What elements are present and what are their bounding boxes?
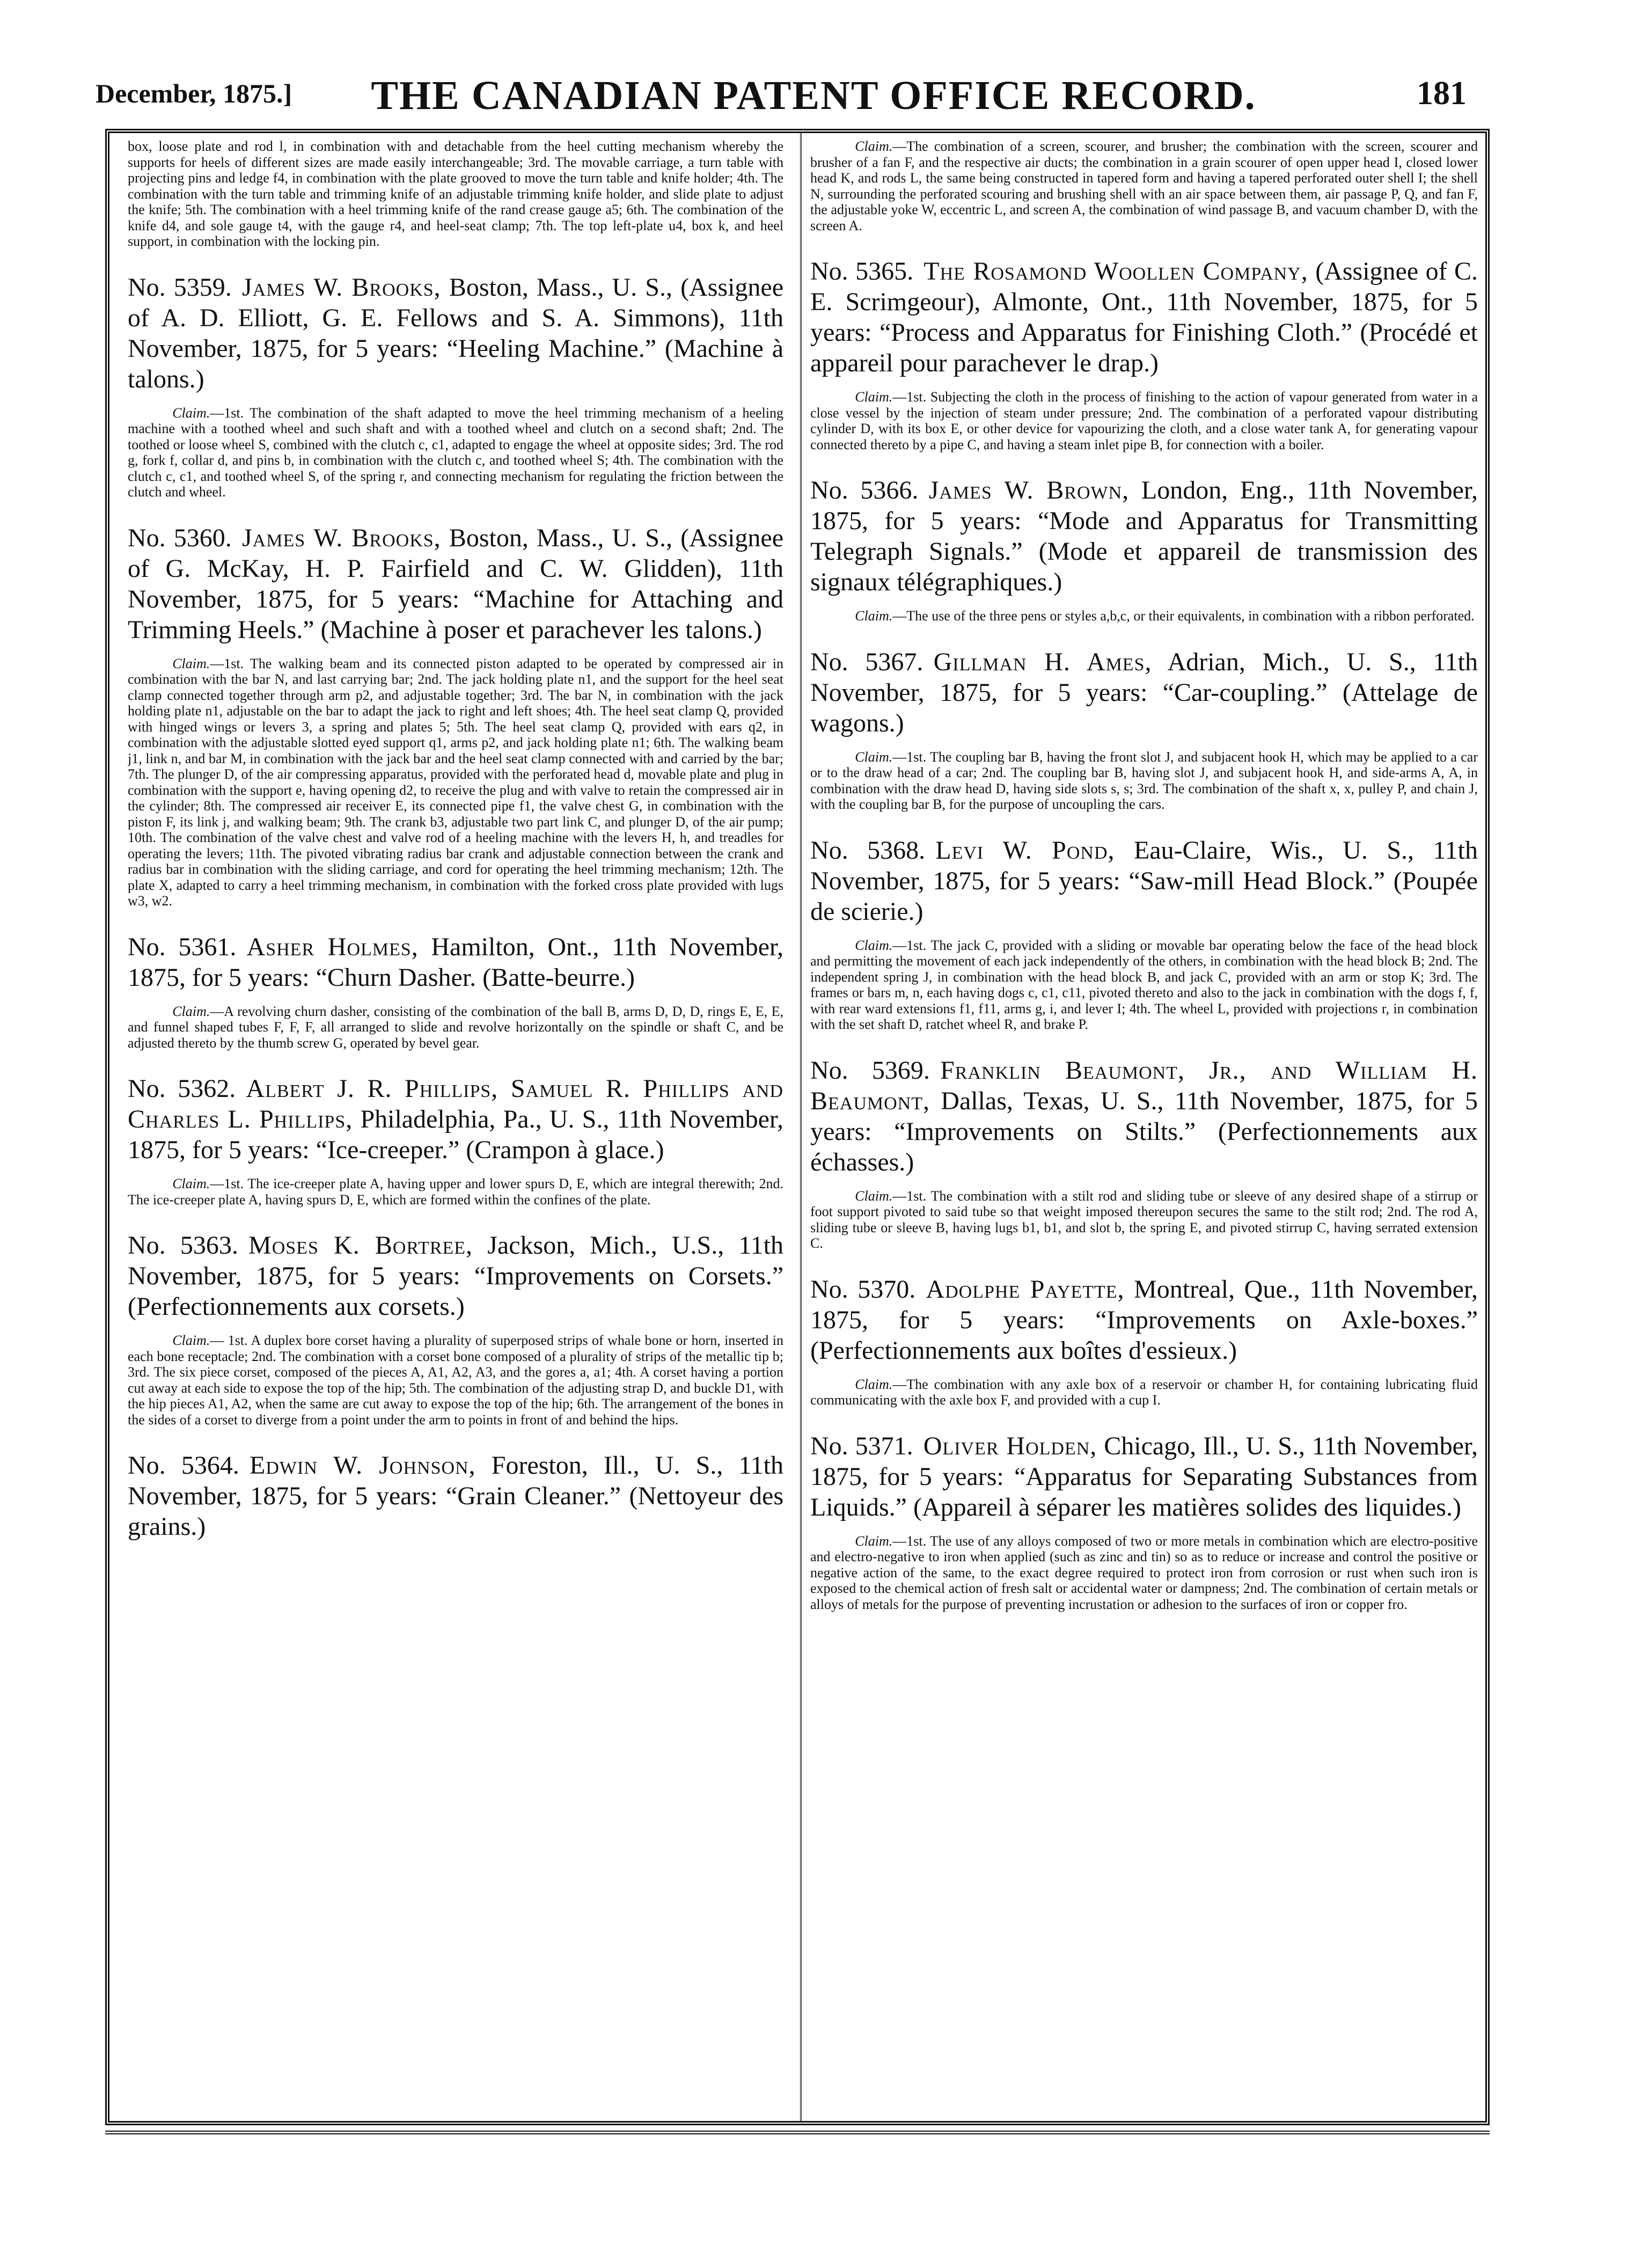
patent-entry [128, 272, 783, 500]
patent-heading [810, 647, 1478, 738]
page-number: 181 [1417, 75, 1467, 112]
patentee-name: Adolphe Payette, [926, 1275, 1125, 1304]
claim-text: —The combination with any axle box of a reservoir or chamber H, for containing lubricating fluid communicating with the axle box F, and provided with a cup I. [810, 1376, 1478, 1408]
patentee-name: Moses K. Bortree, [248, 1231, 473, 1260]
patent-details: Chicago, Ill., U. S., 11th November, 1875, for 5 years: “Apparatus for Separating Substances from Liquids.” (Appareil à séparer les matières solides des liquides.) [810, 1431, 1478, 1521]
patent-details: Dallas, Texas, U. S., 11th November, 1875, for 5 years: “Improvements on Stilts.” (Perfectionnements aux échasses.) [810, 1086, 1478, 1176]
patent-entry [810, 1055, 1478, 1252]
claim-text: —1st. The jack C, provided with a sliding or movable bar operating below the face of the head block and permitting the movement of each jack independently of the others, in combination with the head block B; 2nd. The independent spring J, in combination with the head block B, and jack C, provided with an arm or stop K; 3rd. The frames or bars m, n, each having dogs c, c1, c11, pivoted thereto and also to the jack in combination with the dogs f, f, with rear ward extensions f1, f11, arms g, i, and lever I; 4th. The wheel L, provided with projections r, in combination with the set shaft D, ratchet wheel R, and brake P. [810, 937, 1478, 1032]
patentee-name: Gillman H. Ames, [933, 647, 1152, 676]
patent-heading [810, 475, 1478, 597]
patent-details: Philadelphia, Pa., U. S., 11th November, 1875, for 5 years: “Ice-creeper.” (Crampon à glace.) [128, 1105, 783, 1164]
patent-number: No. 5367. [810, 647, 924, 676]
claim-label: Claim. [855, 608, 893, 624]
claim-paragraph [128, 656, 783, 909]
patentee-name: James W. Brooks, [241, 523, 441, 552]
patent-details: London, Eng., 11th November, 1875, for 5 years: “Mode and Apparatus for Transmitting Telegraph Signals.” (Mode et appareil de transmission des signaux télégraphiques.) [810, 476, 1478, 596]
patent-heading [810, 1431, 1478, 1523]
patent-entry [810, 1274, 1478, 1408]
patentee-name: Levi W. Pond, [935, 836, 1115, 865]
claim-label: Claim. [172, 1003, 210, 1019]
claim-label: Claim. [172, 1176, 210, 1191]
patent-heading [128, 1230, 783, 1322]
column-divider [800, 133, 802, 2121]
patentee-name: Oliver Holden, [923, 1431, 1097, 1460]
patent-entry [128, 932, 783, 1051]
claim-paragraph [810, 608, 1478, 624]
claim-paragraph [810, 138, 1478, 233]
claim-paragraph [128, 1176, 783, 1208]
claim-text: —1st. The combination of the shaft adapted to move the heel trimming mechanism of a heeling machine with a toothed wheel and such shaft and with a toothed wheel and clutch on a second shaft; 2nd. The toothed or loose wheel S, combined with the clutch c, c1, adapted to engage the wheel at opposite sides; 3rd. The rod g, fork f, collar d, and pins b, in combination with the clutch c, and toothed wheel S; 4th. The combination with the clutch c, c1, and toothed wheel S, of the spring r, and connecting mechanism for regulating the friction between the clutch and wheel. [128, 405, 783, 500]
claim-text: —1st. Subjecting the cloth in the process of finishing to the action of vapour generated from water in a close vessel by the injection of steam under pressure; 2nd. The combination of a perforated vapour distributing cylinder D, with its box E, or other device for vapourizing the cloth, and a close water tank A, for generating vapour connected thereto by a pipe C, and having a steam inlet pipe B, for connection with a boiler. [810, 389, 1478, 452]
claim-label: Claim. [855, 389, 893, 405]
claim-paragraph [128, 1333, 783, 1428]
patent-number: No. 5359. [128, 273, 232, 302]
patentee-name: Edwin W. Johnson, [250, 1451, 476, 1480]
patent-heading [128, 1450, 783, 1542]
claim-text: —The combination of a screen, scourer, and brusher; the combination with the screen, scourer and brusher of a fan F, and the respective air ducts; the combination in a grain scourer of open upper head I, closed lower head K, and rods L, the same being constructed in tapered form and having a tapered perforated outer shell I; the shell N, surrounding the perforated scouring and brushing shell with an air space between them, air passage P, Q, and fan F, the adjustable yoke W, eccentric L, and screen A, the combination of wind passage B, and vacuum chamber D, with the screen A. [810, 138, 1478, 233]
header-title: THE CANADIAN PATENT OFFICE RECORD. [371, 73, 1256, 118]
claim-text: box, loose plate and rod l, in combination with and detachable from the heel cutting mechanism whereby the supports for heels of different sizes are made easily interchangeable; 3rd. The movable carriage, a turn table with projecting pins and ledge f4, in combination with the plate grooved to move the turn table and knife holder; 4th. The combination with the turn table and trimming knife of an adjustable trimming knife holder, and slide plate to adjust the knife; 5th. The combination with a heel trimming knife of the rand crease gauge a5; 6th. The combination of the knife d4, and sole gauge t4, with the gauge r4, and heel-seat clamp; 7th. The top left-plate u4, box k, and heel support, in combination with the locking pin. [128, 138, 783, 249]
claim-continuation [128, 138, 783, 250]
claim-label: Claim. [855, 749, 893, 765]
patent-entry [810, 647, 1478, 813]
claim-text: —A revolving churn dasher, consisting of the combination of the ball B, arms D, D, D, rings E, E, E, and funnel shaped tubes F, F, F, all arranged to slide and revolve horizontally on the spindle or shaft C, and be adjusted thereto by the thumb screw G, operated by bevel gear. [128, 1003, 783, 1051]
patent-details: Adrian, Mich., U. S., 11th November, 1875, for 5 years: “Car-coupling.” (Attelage de wagons.) [810, 647, 1478, 737]
patent-details: Montreal, Que., 11th November, 1875, for 5 years: “Improvements on Axle-boxes.” (Perfectionnements aux boîtes d'essieux.) [810, 1275, 1478, 1365]
claim-label: Claim. [855, 1188, 893, 1204]
patent-heading [810, 835, 1478, 927]
claim-continuation [810, 138, 1478, 233]
claim-paragraph [810, 749, 1478, 813]
claim-label: Claim. [172, 1333, 210, 1348]
patentee-name: Albert J. R. Phillips, Samuel R. Phillips and Charles L. Phillips, [128, 1074, 783, 1133]
claim-label: Claim. [855, 1376, 893, 1392]
patent-entry [128, 1450, 783, 1542]
patent-heading [810, 1055, 1478, 1177]
claim-paragraph [810, 938, 1478, 1033]
patent-details: Boston, Mass., U. S., (Assignee of A. D. Elliott, G. E. Fellows and S. A. Simmons), 11th November, 1875, for 5 years: “Heeling Machine.” (Machine à talons.) [128, 273, 783, 393]
claim-paragraph [810, 1377, 1478, 1408]
left-column [128, 134, 783, 2120]
claim-paragraph [810, 389, 1478, 452]
right-column [810, 134, 1478, 2120]
patent-number: No. 5363. [128, 1231, 238, 1260]
claim-text: —1st. The walking beam and its connected piston adapted to be operated by compressed air in combination with the bar N, and last carrying bar; 2nd. The jack holding plate n1, and the support for the heel seat clamp connected together through arm p2, and adjustable together; 3rd. The bar N, in combination with the jack holding plate n1, adjustable on the bar to adapt the jack to right and left shoes; 4th. The heel seat clamp Q, provided with hinged wings or levers 3, a spring and plates 5; 5th. The heel seat clamp Q, provided with ears q2, in combination with the adjustable slotted eyed support q1, arms p2, and jack holding plate n1; 6th. The walking beam j1, link n, and bar M, in combination with the jack bar and the heel seat clamp connected with and carried by the bar; 7th. The plunger D, of the air compressing apparatus, provided with the perforated head d, movable plate and plug in combination with the support e, having opening d2, to receive the plug and with valve to retain the compressed air in the cylinder; 8th. The compressed air receiver E, its connected pipe f1, the valve chest G, in combination with the piston F, its link j, and walking beam; 9th. The crank b3, adjustable two part link C, and plunger D, of the air pump; 10th. The combination of the valve chest and valve rod of a heeling machine with the levers H, h, and treadles for operating the levers; 11th. The pivoted vibrating radius bar crank and adjustable connection between the crank and radius bar in combination with the sliding carriage, and cord for operating the heel trimming mechanism; 12th. The plate X, adapted to carry a heel trimming mechanism, in combination with the forked cross plate provided with lugs w3, w2. [128, 655, 783, 909]
left-entries [128, 272, 783, 1542]
patent-heading [128, 1073, 783, 1165]
claim-text: —1st. The combination with a stilt rod and sliding tube or sleeve of any desired shape of a stirrup or foot support pivoted to said tube so that weight imposed thereupon secures the same to the stilt rod; 2nd. The rod A, sliding tube or sleeve B, having lugs b1, b1, and slot b, the spring E, and pivoted stirrup C, having serrated extension C. [810, 1188, 1478, 1251]
claim-text: —1st. The ice-creeper plate A, having upper and lower spurs D, E, which are integral therewith; 2nd. The ice-creeper plate A, having spurs D, E, which are formed within the confines of the plate. [128, 1176, 783, 1208]
patentee-name: Asher Holmes, [246, 932, 419, 961]
right-entries [810, 256, 1478, 1612]
patentee-name: James W. Brooks, [241, 273, 441, 302]
patent-heading [128, 932, 783, 993]
patent-number: No. 5365. [810, 257, 914, 286]
claim-label: Claim. [172, 405, 210, 421]
patent-details: Jackson, Mich., U.S., 11th November, 1875, for 5 years: “Improvements on Corsets.” (Perfectionnements aux corsets.) [128, 1231, 783, 1321]
patent-number: No. 5366. [810, 476, 919, 504]
patent-details: Eau-Claire, Wis., U. S., 11th November, 1875, for 5 years: “Saw-mill Head Block.” (Poupée de scierie.) [810, 836, 1478, 926]
claim-paragraph [128, 1004, 783, 1051]
page-header [0, 72, 1627, 121]
patent-number: No. 5362. [128, 1074, 236, 1103]
patent-entry [810, 256, 1478, 452]
claim-paragraph [128, 405, 783, 500]
claim-label: Claim. [855, 1533, 893, 1549]
patent-entry [128, 1073, 783, 1208]
header-date: December, 1875.] [96, 78, 292, 108]
patent-number: No. 5368. [810, 836, 926, 865]
patent-number: No. 5369. [810, 1056, 930, 1085]
claim-paragraph [810, 1533, 1478, 1613]
claim-label: Claim. [855, 138, 893, 154]
patent-number: No. 5360. [128, 523, 232, 552]
patent-number: No. 5361. [128, 932, 237, 961]
patent-entry [128, 1230, 783, 1428]
patent-details: Boston, Mass., U. S., (Assignee of G. McKay, H. P. Fairfield and C. W. Glidden), 11th November, 1875, for 5 years: “Machine for Attaching and Trimming Heels.” (Machine à poser et parachever les talons.) [128, 523, 783, 644]
patentee-name: Franklin Beaumont, Jr., and William H. Beaumont, [810, 1056, 1478, 1115]
patent-entry [810, 1431, 1478, 1613]
claim-text: —1st. The coupling bar B, having the front slot J, and subjacent hook H, which may be applied to a car or to the draw head of a car; 2nd. The coupling bar B, having slot J, and subjacent hook H, and side-arms A, A, in combination with the draw head D, having side slots s, s; 3rd. The combination of the shaft x, x, pulley P, and chain J, with the coupling bar B, for the purpose of uncoupling the cars. [810, 749, 1478, 812]
patent-number: No. 5371. [810, 1431, 913, 1460]
patent-details: Foreston, Ill., U. S., 11th November, 1875, for 5 years: “Grain Cleaner.” (Nettoyeur des grains.) [128, 1451, 783, 1541]
patent-entry [810, 835, 1478, 1033]
patent-details: Hamilton, Ont., 11th November, 1875, for 5 years: “Churn Dasher. (Batte-beurre.) [128, 932, 783, 992]
patent-heading [810, 256, 1478, 378]
patentee-name: The Rosamond Woollen Company, [924, 257, 1308, 286]
patent-heading [128, 523, 783, 645]
patent-entry [810, 475, 1478, 624]
claim-label: Claim. [855, 937, 893, 953]
patent-heading [128, 272, 783, 394]
patentee-name: James W. Brown, [928, 476, 1130, 504]
patent-entry [128, 523, 783, 909]
claim-paragraph [810, 1188, 1478, 1252]
claim-text: —The use of the three pens or styles a,b,c, or their equivalents, in combination with a ribbon perforated. [892, 608, 1475, 624]
patent-details: (Assignee of C. E. Scrimgeour), Almonte, Ont., 11th November, 1875, for 5 years: “Process and Apparatus for Finishing Cloth.” (Procédé et appareil pour parachever le drap.) [810, 257, 1478, 377]
patent-heading [810, 1274, 1478, 1366]
claim-text: — 1st. A duplex bore corset having a plurality of superposed strips of whale bone or horn, inserted in each bone receptacle; 2nd. The combination with a corset bone composed of a plurality of strips of the metallic tip b; 3rd. The six piece corset, composed of the pieces A, A1, A2, A3, and the gores a, a1; 4th. A corset having a portion cut away at each side to expose the top of the hip; 5th. The combination of the adjusting strap D, and buckle D1, with the hip pieces A1, A2, when the same are cut away to expose the top of the hip; 6th. The arrangement of the bones in the sides of a corset to diverge from a point under the arm to points in front of and behind the hips. [128, 1333, 783, 1428]
bottom-rule [105, 2131, 1490, 2134]
patent-number: No. 5364. [128, 1451, 239, 1480]
claim-text: —1st. The use of any alloys composed of two or more metals in combination which are electro-positive and electro-negative to iron when applied (such as zinc and tin) so as to reduce or increase and control the positive or negative action of the same, to the exact degree required to protect iron from corrosion or rust when such iron is exposed to the chemical action of fresh salt or accidental water or dampness; 2nd. The combination of certain metals or alloys of metals for the purpose of preventing incrustation or adhesion to the surfaces of iron or copper fro. [810, 1533, 1478, 1612]
claim-label: Claim. [172, 655, 210, 671]
patent-number: No. 5370. [810, 1275, 916, 1304]
